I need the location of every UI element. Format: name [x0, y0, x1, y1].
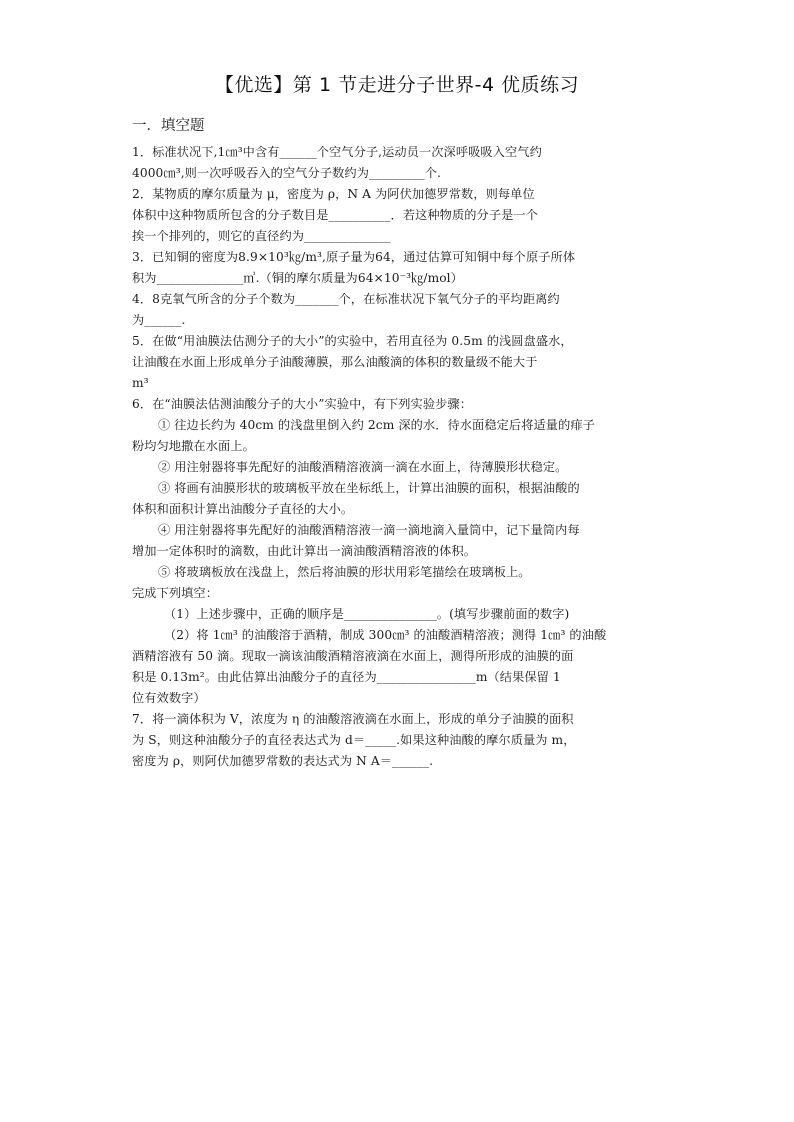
- q6-step-1-line-2: 粉均匀地撒在水面上。: [132, 439, 255, 453]
- q1-line-1: 1．标准状况下,1㎝³中含有______个空气分子,运动员一次深呼吸吸入空气约: [132, 145, 542, 159]
- q4-line-1: 4．8克氧气所含的分子个数为_______个，在标准状况下氧气分子的平均距离约: [132, 292, 560, 306]
- q6-step-2: ② 用注射器将事先配好的油酸酒精溶液滴一滴在水面上，待薄膜形状稳定。: [158, 460, 568, 474]
- q1-line-2: 4000㎝³,则一次呼吸吞入的空气分子数约为_________个.: [132, 166, 441, 180]
- q5-line-2: 让油酸在水面上形成单分子油酸薄膜，那么油酸滴的体积的数量级不能大于: [132, 355, 538, 369]
- q6-instruction: 完成下列填空：: [132, 586, 219, 600]
- q2-line-2: 体积中这种物质所包含的分子数目是__________．若这种物质的分子是一个: [132, 208, 538, 222]
- question-body: [132, 142, 672, 772]
- q6-sub-2-line-1: （2）将 1㎝³ 的油酸溶于酒精，制成 300㎝³ 的油酸酒精溶液；测得 1㎝³ 的油酸: [164, 628, 607, 642]
- q6-sub-1: （1）上述步骤中，正确的顺序是_______________。(填写步骤前面的数字): [164, 607, 570, 621]
- q6-sub-2-line-2: 酒精溶液有 50 滴。现取一滴该油酸酒精溶液滴在水面上，测得所形成的油膜的面: [132, 649, 574, 663]
- q6-step-3-line-1: ③ 将画有油膜形状的玻璃板平放在坐标纸上，计算出油膜的面积，根据油酸的: [158, 481, 580, 495]
- q6-line-1: 6．在“油膜法估测油酸分子的大小”实验中，有下列实验步骤：: [132, 397, 472, 411]
- q7-line-3: 密度为 ρ，则阿伏加德罗常数的表达式为 N A＝______.: [132, 754, 434, 768]
- q7-line-1: 7．将一滴体积为 V，浓度为 η 的油酸溶液滴在水面上，形成的单分子油膜的面积: [132, 712, 574, 726]
- document-title: 【优选】第 1 节走进分子世界-4 优质练习: [214, 74, 580, 96]
- q2-line-1: 2．某物质的摩尔质量为 μ，密度为 ρ，N A 为阿伏加德罗常数，则每单位: [132, 187, 535, 201]
- q6-step-4-line-1: ④ 用注射器将事先配好的油酸酒精溶液一滴一滴地滴入量筒中，记下量筒内每: [158, 523, 580, 537]
- q6-sub-2-line-3: 积是 0.13m²。由此估算出油酸分子的直径为________________m（结果保留 1: [132, 670, 561, 684]
- q6-sub-2-line-4: 位有效数字）: [132, 691, 206, 705]
- section-heading: 一．填空题: [132, 118, 205, 134]
- q5-line-1: 5．在做“用油膜法估测分子的大小”的实验中，若用直径为 0.5m 的浅圆盘盛水，: [132, 334, 573, 348]
- q6-step-5: ⑤ 将玻璃板放在浅盘上，然后将油膜的形状用彩笔描绘在玻璃板上。: [158, 565, 531, 579]
- q2-line-3: 挨一个排列的，则它的直径约为______________: [132, 229, 391, 243]
- q7-line-2: 为 S，则这种油酸分子的直径表达式为 d＝_____.如果这种油酸的摩尔质量为 m，: [132, 733, 576, 747]
- q5-line-3: m³: [132, 376, 149, 390]
- q6-step-3-line-2: 体积和面积计算出油酸分子直径的大小。: [132, 502, 354, 516]
- q3-line-2: 积为______________㎥.（铜的摩尔质量为64×10⁻³㎏/mol）: [132, 271, 463, 285]
- q6-step-4-line-2: 增加一定体积时的滴数，由此计算出一滴油酸酒精溶液的体积。: [132, 544, 477, 558]
- q6-step-1-line-1: ① 往边长约为 40cm 的浅盘里倒入约 2cm 深的水．待水面稳定后将适量的痱子: [158, 418, 595, 432]
- q3-line-1: 3．已知铜的密度为8.9×10³㎏/m³,原子量为64，通过估算可知铜中每个原子所体: [132, 250, 576, 264]
- q4-line-2: 为______.: [132, 313, 186, 327]
